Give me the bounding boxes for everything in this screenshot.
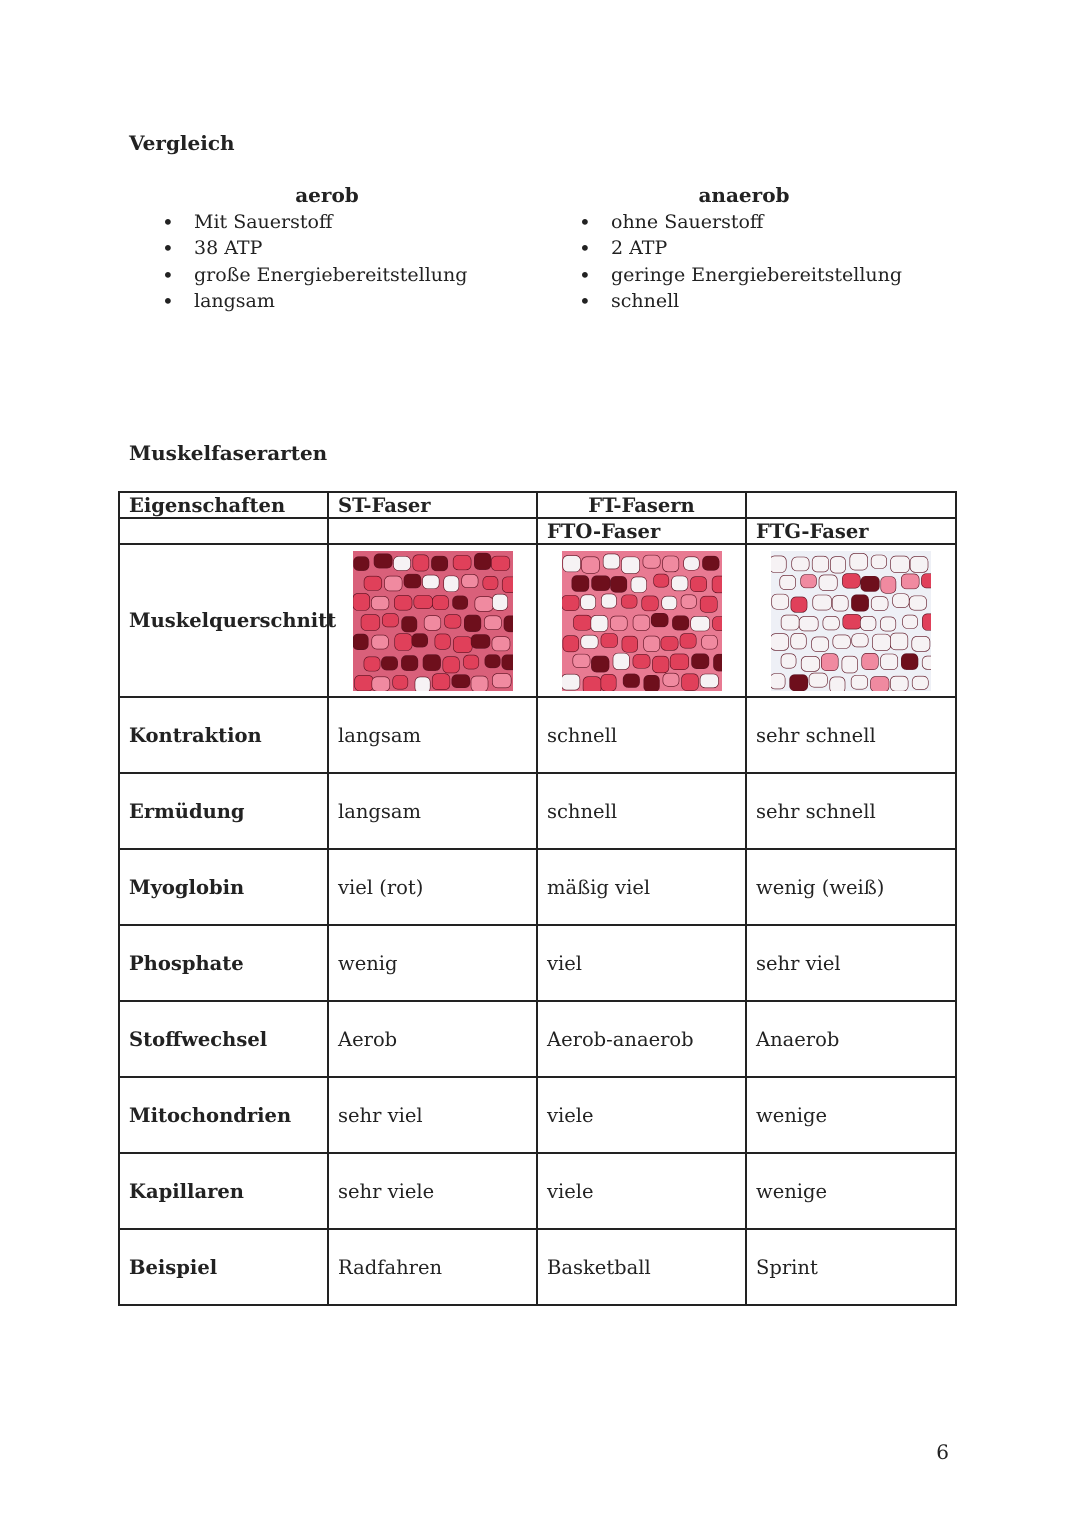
subheader-empty [119, 518, 328, 544]
cell-ftg: Sprint [746, 1229, 956, 1305]
cell-fto: viel [537, 925, 746, 1001]
list-item: • schnell [579, 288, 909, 315]
cell-st: Aerob [328, 1001, 537, 1077]
ftg-fiber-cross-section-image [771, 551, 931, 691]
anaerob-column [579, 182, 909, 315]
aerob-column [162, 182, 492, 315]
anaerob-list [579, 209, 909, 315]
row-label: Mitochondrien [119, 1077, 328, 1153]
cell-ftg: sehr viel [746, 925, 956, 1001]
cell-fto: schnell [537, 773, 746, 849]
cell-st: langsam [328, 773, 537, 849]
header-fto-faser: FTO-Faser [537, 518, 746, 544]
st-fiber-cross-section-image [353, 551, 513, 691]
row-label-muskelquerschnitt: Muskelquerschnitt [119, 544, 328, 697]
list-item: • große Energiebereitstellung [162, 262, 492, 289]
cell-ftg: sehr schnell [746, 773, 956, 849]
cell-st: wenig [328, 925, 537, 1001]
header-eigenschaften: Eigenschaften [119, 492, 328, 518]
cell-st: viel (rot) [328, 849, 537, 925]
list-item: • langsam [162, 288, 492, 315]
cell-st: Radfahren [328, 1229, 537, 1305]
header-st-faser: ST-Faser [328, 492, 537, 518]
anaerob-heading: anaerob [698, 183, 790, 207]
cell-fto: viele [537, 1077, 746, 1153]
cell-fto: mäßig viel [537, 849, 746, 925]
row-label: Stoffwechsel [119, 1001, 328, 1077]
row-label: Kontraktion [119, 697, 328, 773]
list-item: • Mit Sauerstoff [162, 209, 492, 236]
section-title-vergleich: Vergleich [129, 131, 235, 155]
list-item: • 38 ATP [162, 235, 492, 262]
cell-ftg: Anaerob [746, 1001, 956, 1077]
header-ft-fasern: FT-Fasern [537, 492, 746, 518]
aerob-heading: aerob [295, 183, 359, 207]
cell-ftg: sehr schnell [746, 697, 956, 773]
cell-fto: viele [537, 1153, 746, 1229]
header-empty [746, 492, 956, 518]
row-label: Phosphate [119, 925, 328, 1001]
row-label: Ermüdung [119, 773, 328, 849]
cell-fto: Aerob-anaerob [537, 1001, 746, 1077]
cell-st-image [328, 544, 537, 697]
header-ftg-faser: FTG-Faser [746, 518, 956, 544]
cell-ftg: wenige [746, 1077, 956, 1153]
cell-st: sehr viele [328, 1153, 537, 1229]
list-item: • ohne Sauerstoff [579, 209, 909, 236]
row-label: Myoglobin [119, 849, 328, 925]
cell-fto: Basketball [537, 1229, 746, 1305]
section-title-muskelfaserarten: Muskelfaserarten [129, 441, 328, 465]
cell-fto: schnell [537, 697, 746, 773]
cell-st: sehr viel [328, 1077, 537, 1153]
cell-st: langsam [328, 697, 537, 773]
aerob-list [162, 209, 492, 315]
list-item: • 2 ATP [579, 235, 909, 262]
row-label: Beispiel [119, 1229, 328, 1305]
subheader-empty [328, 518, 537, 544]
list-item: • geringe Energiebereitstellung [579, 262, 909, 289]
row-label: Kapillaren [119, 1153, 328, 1229]
cell-ftg: wenige [746, 1153, 956, 1229]
page-number: 6 [936, 1440, 949, 1464]
cell-ftg: wenig (weiß) [746, 849, 956, 925]
cell-fto-image [537, 544, 746, 697]
cell-ftg-image [746, 544, 956, 697]
fto-fiber-cross-section-image [562, 551, 722, 691]
muscle-fiber-table [118, 491, 957, 1306]
